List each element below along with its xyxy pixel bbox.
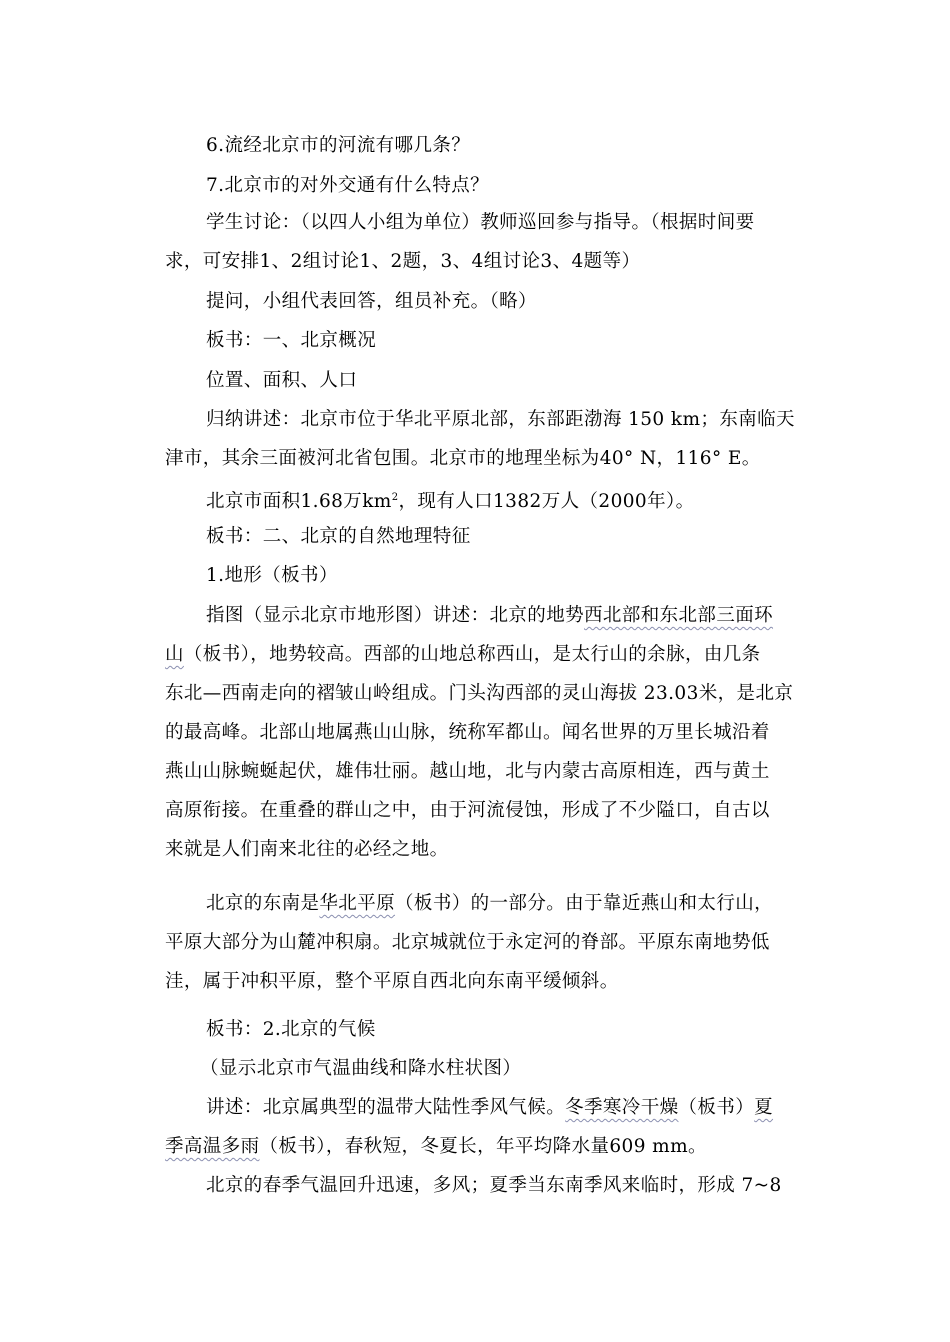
- answer-paragraph: 提问，小组代表回答，组员补充。（略）: [206, 291, 537, 312]
- climate-line-1-summer: 夏: [754, 1097, 774, 1118]
- terrain-line-1-marked: 西北部和东北部三面环: [584, 605, 774, 626]
- terrain-line-7: 来就是人们南来北往的必经之地。: [165, 839, 449, 860]
- board-heading-2: 板书：二、北京的自然地理特征: [206, 526, 471, 547]
- climate-line-2: [165, 1127, 790, 1166]
- climate-line-1: [165, 1088, 790, 1127]
- population-text: ，现有人口1382万人（2000年）。: [398, 491, 695, 513]
- board-heading-1: 板书：一、北京概况: [206, 330, 377, 351]
- terrain-line-2-text: 地势较高。西部的山地总称西山，是太行山的余脉，由几条: [269, 644, 761, 665]
- discussion-line-1: 学生讨论：（以四人小组为单位）教师巡回参与指导。（根据时间要: [206, 212, 755, 233]
- climate-line-2-text: （板书），春秋短，冬夏长，年平均降水量609 mm。: [259, 1136, 707, 1157]
- climate-line-1-board: （板书）: [678, 1097, 755, 1118]
- plain-line-1-text: 北京的东南是: [206, 893, 320, 914]
- question-7: 7.北京市的对外交通有什么特点？: [206, 175, 490, 196]
- terrain-line-5: 燕山山脉蜿蜒起伏，雄伟壮丽。越山地，北与内蒙古高原相连，西与黄土: [165, 761, 770, 782]
- location-line: [165, 361, 790, 400]
- terrain-line-1: [165, 596, 790, 635]
- plain-line-1-marked: 华北平原: [319, 893, 396, 914]
- climate-line-1-text: 讲述：北京属典型的温带大陆性季风气候。: [206, 1097, 566, 1118]
- terrain-line-2: [165, 635, 790, 674]
- discussion-paragraph: [165, 203, 790, 281]
- plain-paragraph: [165, 884, 790, 1001]
- terrain-line-4: 的最高峰。北部山地属燕山山脉，统称军都山。闻名世界的万里长城沿着: [165, 722, 770, 743]
- climate-paragraph: [165, 1088, 790, 1166]
- area-population-line: [165, 478, 790, 521]
- summary-line-1: 归纳讲述：北京市位于华北平原北部，东部距渤海 150 km；东南临天: [206, 409, 795, 430]
- plain-line-1: [165, 884, 790, 923]
- chart-note: （显示北京市气温曲线和降水柱状图）: [200, 1058, 522, 1079]
- discussion-line-2: 求，可安排1、2组讨论1、2题，3、4组讨论3、4题等）: [165, 251, 641, 272]
- board-heading-3: 板书：2.北京的气候: [206, 1019, 376, 1040]
- terrain-heading: 1.地形（板书）: [206, 565, 338, 586]
- question-6: 6.流经北京市的河流有哪几条？: [206, 135, 471, 156]
- area-text: 北京市面积1.68万km: [206, 491, 392, 513]
- terrain-paragraph: [165, 596, 794, 869]
- plain-line-1-rest: （板书）的一部分。由于靠近燕山和太行山，: [395, 893, 774, 914]
- location-word: 位置: [206, 370, 244, 391]
- terrain-line-2-board: （板书），: [183, 644, 270, 665]
- climate-line-2-marked: 季高温多雨: [165, 1136, 260, 1157]
- summary-line-2: 津市，其余三面被河北省包围。北京市的地理坐标为40° N，116° E。: [165, 448, 761, 469]
- terrain-line-1-text: 指图（显示北京市地形图）讲述：北京的地势: [206, 605, 585, 626]
- climate-line-1-winter: 冬季寒冷干燥: [565, 1097, 679, 1118]
- location-rest: 、面积、人口: [243, 370, 358, 391]
- summary-paragraph: [165, 400, 795, 478]
- terrain-line-6: 高原衔接。在重叠的群山之中，由于河流侵蚀，形成了不少隘口，自古以: [165, 800, 770, 821]
- terrain-line-3: 东北—西南走向的褶皱山岭组成。门头沟西部的灵山海拔 23.03米，是北京: [165, 683, 794, 704]
- spring-paragraph: 北京的春季气温回升迅速，多风；夏季当东南季风来临时，形成 7~8: [206, 1175, 782, 1196]
- plain-line-3: 洼，属于冲积平原，整个平原自西北向东南平缓倾斜。: [165, 971, 619, 992]
- plain-line-2: 平原大部分为山麓冲积扇。北京城就位于永定河的脊部。平原东南地势低: [165, 932, 770, 953]
- area-superscript: 2: [391, 492, 399, 503]
- terrain-line-2-marked: 山: [165, 644, 184, 665]
